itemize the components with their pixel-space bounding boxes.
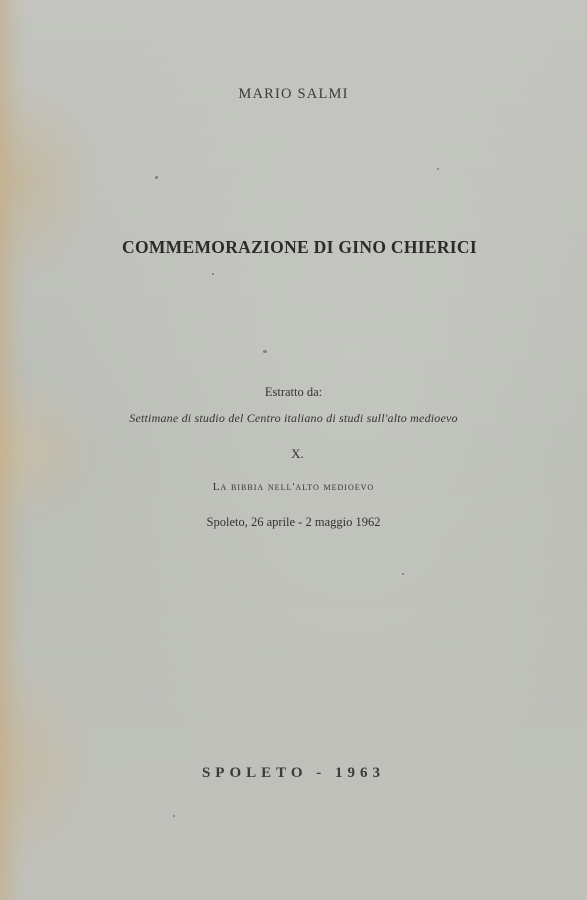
- conference-dates: Spoleto, 26 aprile - 2 maggio 1962: [206, 515, 381, 529]
- paper-speck: [402, 573, 404, 575]
- extract-label: Estratto da:: [264, 385, 323, 399]
- paper-speck: [263, 350, 267, 353]
- paper-speck: [155, 176, 158, 179]
- document-title: COMMEMORAZIONE DI GINO CHIERICI: [122, 237, 477, 257]
- volume-number: X.: [291, 446, 304, 461]
- paper-speck: [437, 168, 439, 170]
- paper-speck: [212, 273, 214, 275]
- publication-imprint: SPOLETO - 1963: [201, 765, 386, 781]
- author-name: MARIO SALMI: [238, 86, 349, 102]
- volume-title: La bibbia nell'alto medioevo: [212, 481, 375, 493]
- paper-speck: [173, 815, 175, 817]
- series-title: Settimane di studio del Centro italiano di studi sull'alto medioevo: [129, 411, 458, 425]
